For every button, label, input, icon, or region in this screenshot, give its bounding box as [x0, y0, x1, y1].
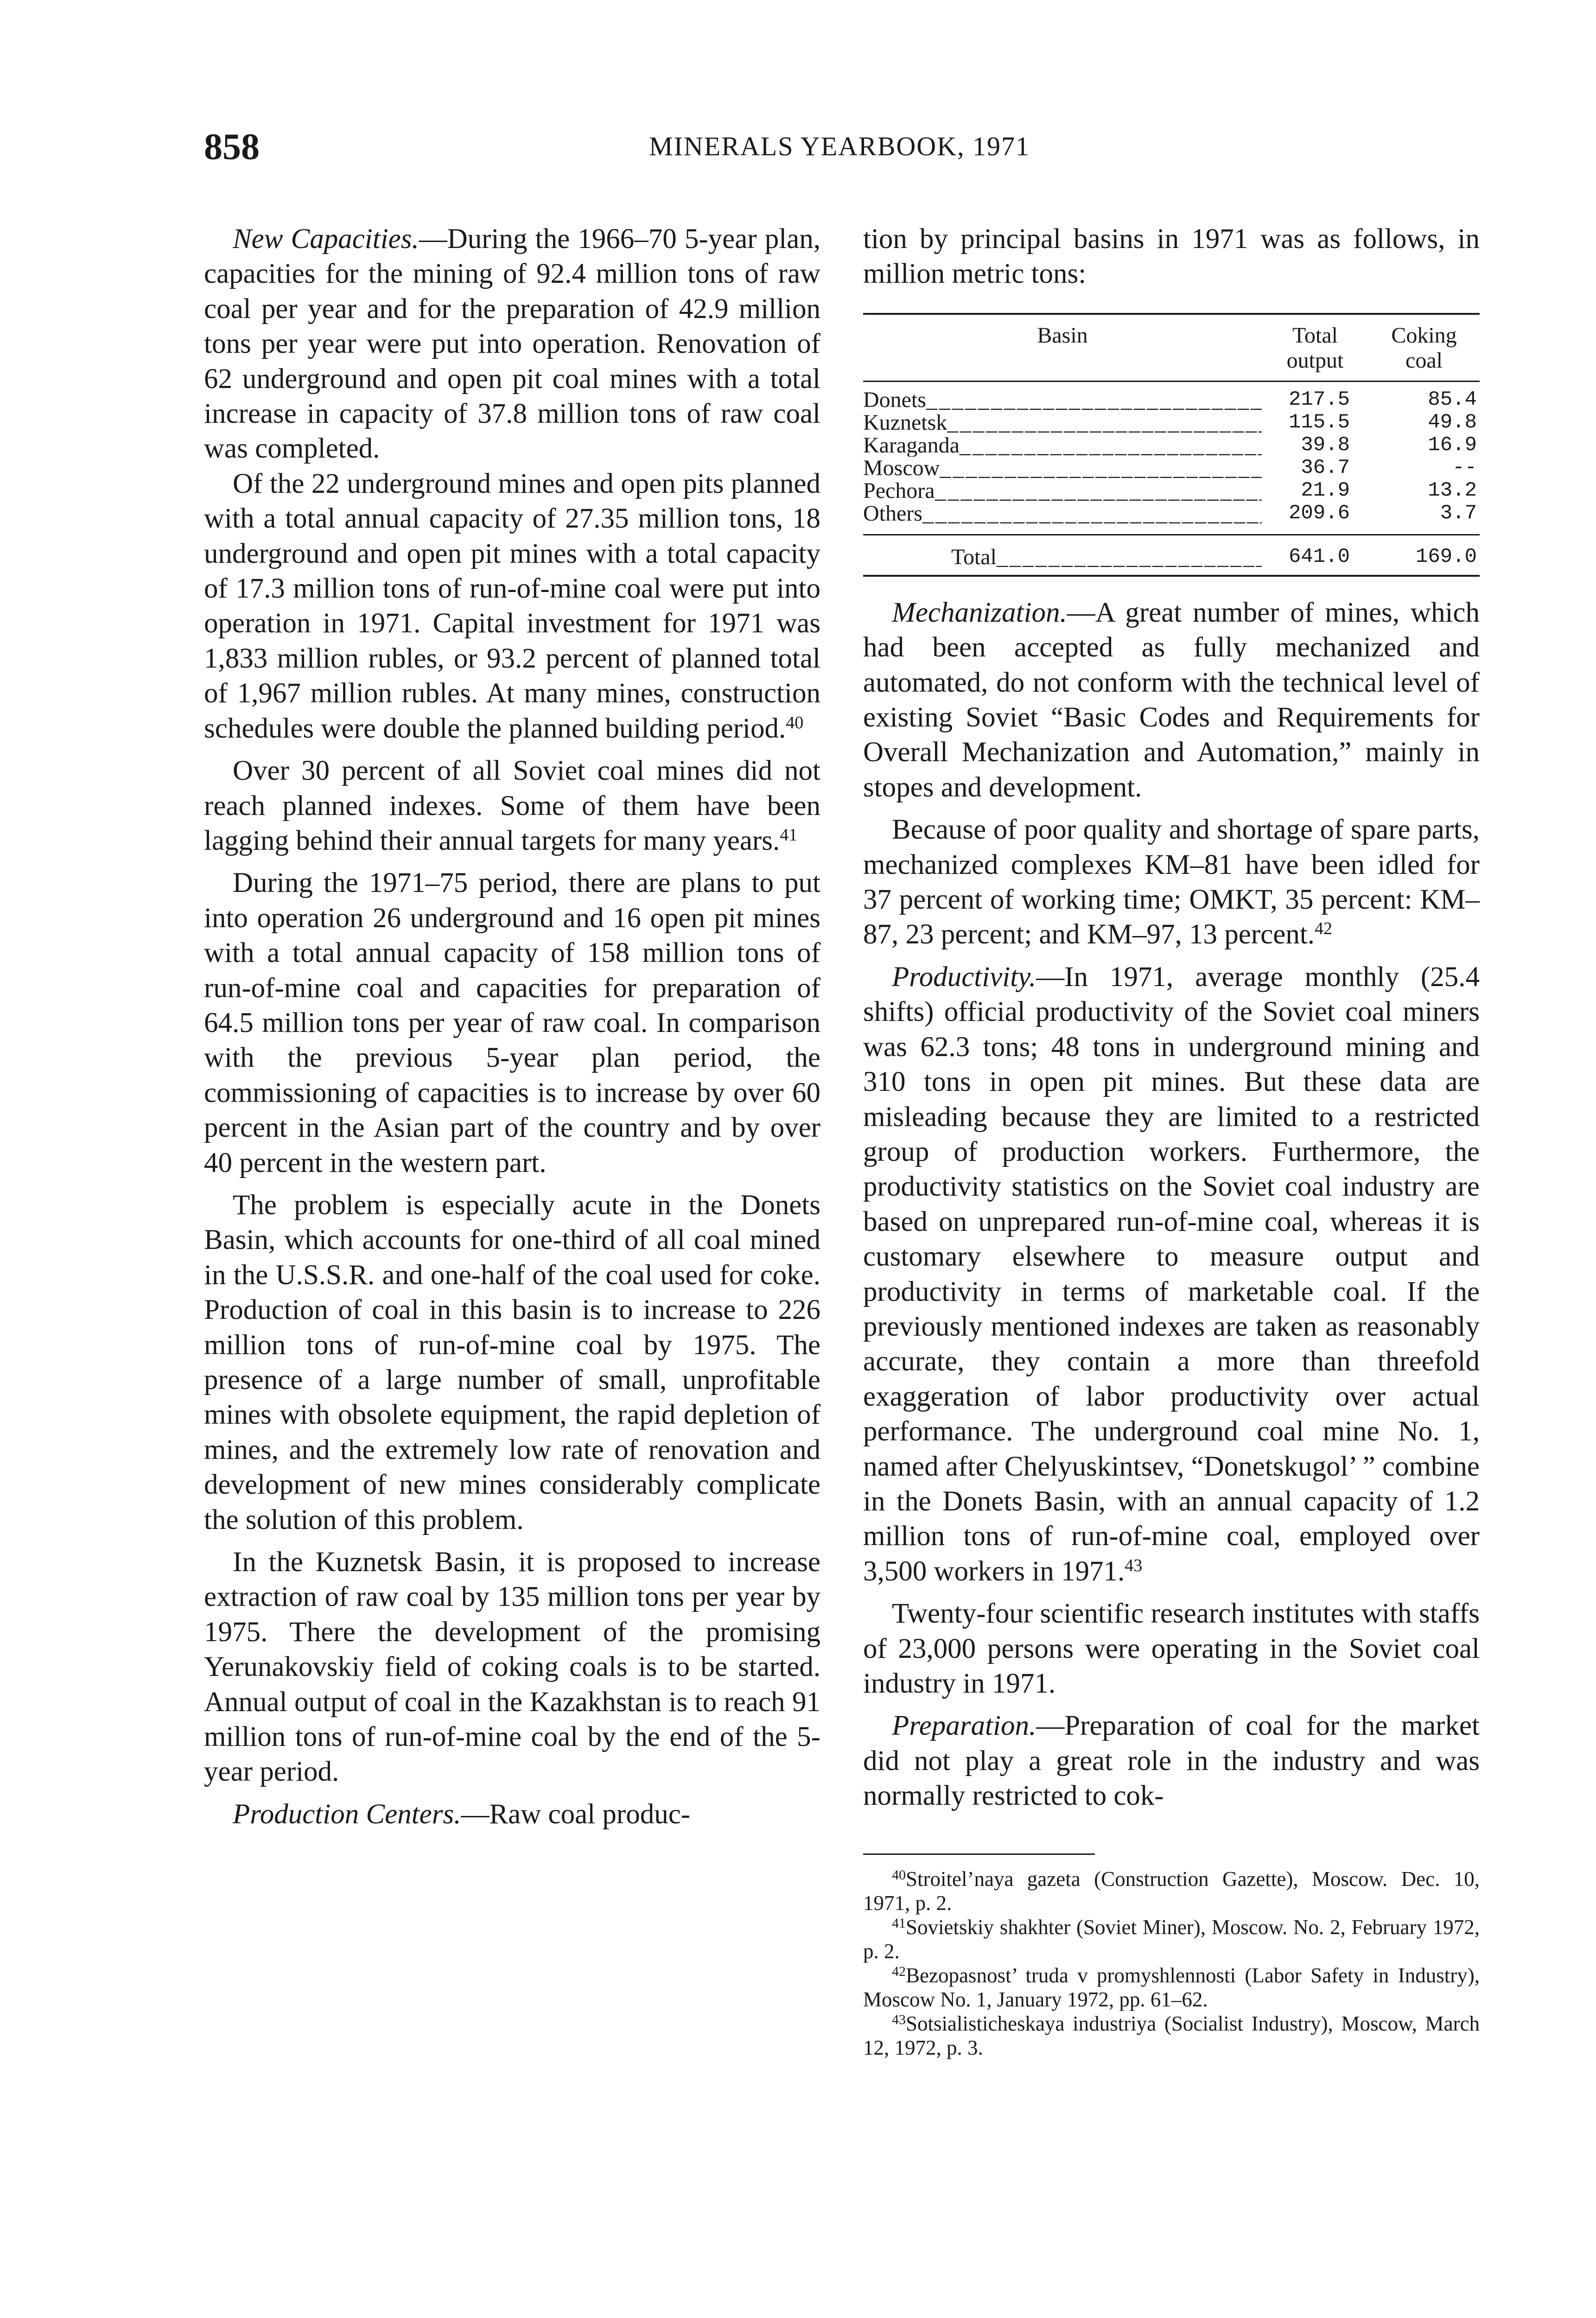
footnote-ref-41[interactable]: 41 — [780, 825, 798, 845]
footnote-43: $^{43}$Sotsialisticheskaya industriya (Socialist Industry), Moscow, March 12, 1972, p. 3. — [863, 2012, 1480, 2059]
footnotes — [863, 1867, 1480, 2060]
paragraph-text: The problem is especially acute in the Donets Basin, which accounts for one-third of all coal mined in the U.S.S.R. and one-half of the coal used for coke. Production of coal in this basin is to increase to 226 million tons of run-of-mine coal by 1975. The presence of a large number of small, unprofitable mines with obsolete equipment, the rapid depletion of mines, and the extremely low rate of renovation and development of new mines considerably complicate the solution of this problem. — [204, 1189, 820, 1535]
table-row — [863, 457, 1480, 479]
row-basin: Others _____ — [863, 502, 1262, 525]
left-column — [204, 222, 820, 1832]
row-total: 209.6 — [1288, 501, 1350, 525]
total-output-value: 641.0 — [1288, 545, 1350, 568]
paragraph-text: Twenty-four scientific research institutes with staffs of 23,000 persons were operating in the Soviet coal industry in 1971. — [863, 1598, 1480, 1699]
heading-productivity: Productivity. — [892, 961, 1036, 993]
table-row — [863, 479, 1480, 502]
paragraph-kuznetsk-basin — [204, 1545, 820, 1789]
paragraph-text: —A great number of mines, which had been accepted as fully mechanized and automated, do not conform with the technical level of existing Soviet “Basic Codes and Requirements for Overall Mechanization and Automation,” mainly in stopes and development. — [863, 597, 1480, 803]
row-coking: 3.7 — [1440, 501, 1477, 525]
paragraph-productivity — [863, 960, 1480, 1589]
header-basin: Basin — [1037, 323, 1088, 348]
footnote-ref-40[interactable]: 40 — [786, 713, 804, 732]
paragraph-text: Of the 22 underground mines and open pits planned with a total annual capacity of 27.35 million tons, 18 underground and open pit mines with a total capacity of 17.3 million tons of run-of-mine coal were put into operation in 1971. Capital investment for 1971 was 1,833 million rubles, or 93.2 percent of planned total of 1,967 million rubles. At many mines, construction schedules were double the planned building period. — [204, 468, 820, 744]
footnote-40: $^{40}$Stroitel’naya gazeta (Construction Gazette), Moscow. Dec. 10, 1971, p. 2. — [863, 1867, 1480, 1915]
paragraph-text: Over 30 percent of all Soviet coal mines did not reach planned indexes. Some of them have been lagging behind their annual targets for many years. — [204, 755, 820, 856]
footnote-41: $^{41}$Sovietskiy shakhter (Soviet Miner), Moscow. No. 2, February 1972, p. 2. — [863, 1915, 1480, 1963]
running-title: MINERALS YEARBOOK, 1971 — [649, 131, 1030, 161]
paragraph-mechanization — [863, 595, 1480, 805]
page-number: 858 — [204, 127, 260, 167]
row-coking: -- — [1452, 456, 1477, 479]
paragraph-text: In the Kuznetsk Basin, it is proposed to increase extraction of raw coal by 135 million tons per year by 1975. There the development of the promising Yerunakovskiy field of coking coals is to be started. Annual output of coal in the Kazakhstan is to reach 91 million tons of run-of-mine coal by the end of the 5-year period. — [204, 1547, 820, 1788]
paragraph-underground-mines — [204, 466, 820, 746]
row-coking: 13.2 — [1428, 478, 1477, 502]
paragraph-research-institutes — [863, 1596, 1480, 1701]
table-row — [863, 411, 1480, 434]
paragraph-production-centers — [204, 1797, 820, 1832]
header-coking-coal: Coking coal — [1391, 323, 1457, 373]
footnote-ref-42[interactable]: 42 — [1315, 919, 1333, 939]
paragraph-donets-basin — [204, 1188, 820, 1537]
table-row — [863, 502, 1480, 525]
row-basin: Kuznetsk _____ — [863, 411, 1262, 434]
row-total: 36.7 — [1301, 456, 1350, 479]
table-header — [863, 315, 1480, 382]
table-row — [863, 434, 1480, 457]
row-coking: 16.9 — [1428, 433, 1477, 457]
paragraph-text: —In 1971, average monthly (25.4 shifts) official productivity of the Soviet coal miners was 62.3 tons; 48 tons in underground mining and 310 tons in open pit mines. But these data are misleading because they are limited to a restricted group of production workers. Furthermore, the productivity statistics on the Soviet coal industry are based on unprepared run-of-mine coal, whereas it is customary elsewhere to measure output and productivity in terms of marketable coal. If the previously mentioned indexes are taken as reasonably accurate, they contain a more than threefold exaggeration of labor productivity over actual performance. The underground coal mine No. 1, named after Chelyuskintsev, “Donetskugol’ ” combine in the Donets Basin, with an annual capacity of 1.2 million tons of run-of-mine coal, employed over 3,500 workers in 1971. — [863, 961, 1480, 1587]
heading-mechanization: Mechanization. — [892, 597, 1067, 628]
row-total: 217.5 — [1288, 388, 1350, 411]
row-basin: Karaganda _____ — [863, 434, 1262, 457]
paragraph-1971-75-plans — [204, 866, 820, 1180]
paragraph-spare-parts — [863, 812, 1480, 952]
paragraph-preparation — [863, 1708, 1480, 1813]
paragraph-new-capacities — [204, 222, 820, 466]
paragraph-text: During the 1971–75 period, there are plans to put into operation 26 underground and 16 open pit mines with a total annual capacity of 158 million tons of run-of-mine coal and capacities for preparation of 64.5 million tons per year of raw coal. In comparison with the previous 5-year plan period, the commissioning of capacities is to increase by over 60 percent in the Asian part of the country and by over 40 percent in the western part. — [204, 867, 820, 1178]
paragraph-production-continued: tion by principal basins in 1971 was as follows, in million metric tons: — [863, 223, 1480, 290]
row-basin: Moscow _____ — [863, 457, 1262, 479]
total-coking-value: 169.0 — [1415, 545, 1477, 568]
footnote-42: $^{42}$Bezopasnost’ truda v promyshlennosti (Labor Safety in Industry), Moscow No. 1, January 1972, pp. 61–62. — [863, 1963, 1480, 2011]
heading-new-capacities: New Capacities. — [233, 223, 419, 255]
row-basin: Pechora _____ — [863, 479, 1262, 502]
row-coking: 49.8 — [1428, 410, 1477, 434]
row-total: 39.8 — [1301, 433, 1350, 457]
header-total-output: Total output — [1286, 323, 1344, 373]
right-column — [863, 222, 1480, 2060]
paragraph-planned-indexes — [204, 753, 820, 858]
paragraph-text: Because of poor quality and shortage of spare parts, mechanized complexes KM–81 have been idled for 37 percent of working time; OMKT, 35 percent: KM–87, 23 percent; and KM–97, 13 percent. — [863, 814, 1480, 950]
paragraph-text: —Preparation of coal for the market did not play a great role in the industry and was normally restricted to cok- — [863, 1710, 1480, 1812]
row-total: 21.9 — [1301, 478, 1350, 502]
footnote-ref-43[interactable]: 43 — [1125, 1555, 1143, 1575]
table-body — [863, 382, 1480, 529]
footnote-divider — [863, 1853, 1095, 1855]
total-label: Total _____ — [863, 546, 1262, 568]
table-total-section — [863, 534, 1480, 575]
row-basin: Donets _____ — [863, 388, 1262, 411]
heading-production-centers: Production Centers. — [233, 1798, 461, 1830]
row-total: 115.5 — [1288, 410, 1350, 434]
coal-production-table — [863, 313, 1480, 577]
table-row — [863, 388, 1480, 411]
paragraph-text: —Raw coal produc- — [461, 1798, 691, 1830]
table-total-row — [863, 546, 1480, 568]
paragraph-text: —During the 1966–70 5-year plan, capacities for the mining of 92.4 million tons of raw coal per year and for the preparation of 42.9 million tons per year were put into operation. Renovation of 62 underground and open pit coal mines with a total increase in capacity of 37.8 million tons of raw coal was completed. — [204, 223, 820, 465]
row-coking: 85.4 — [1428, 388, 1477, 411]
heading-preparation: Preparation. — [892, 1710, 1036, 1742]
